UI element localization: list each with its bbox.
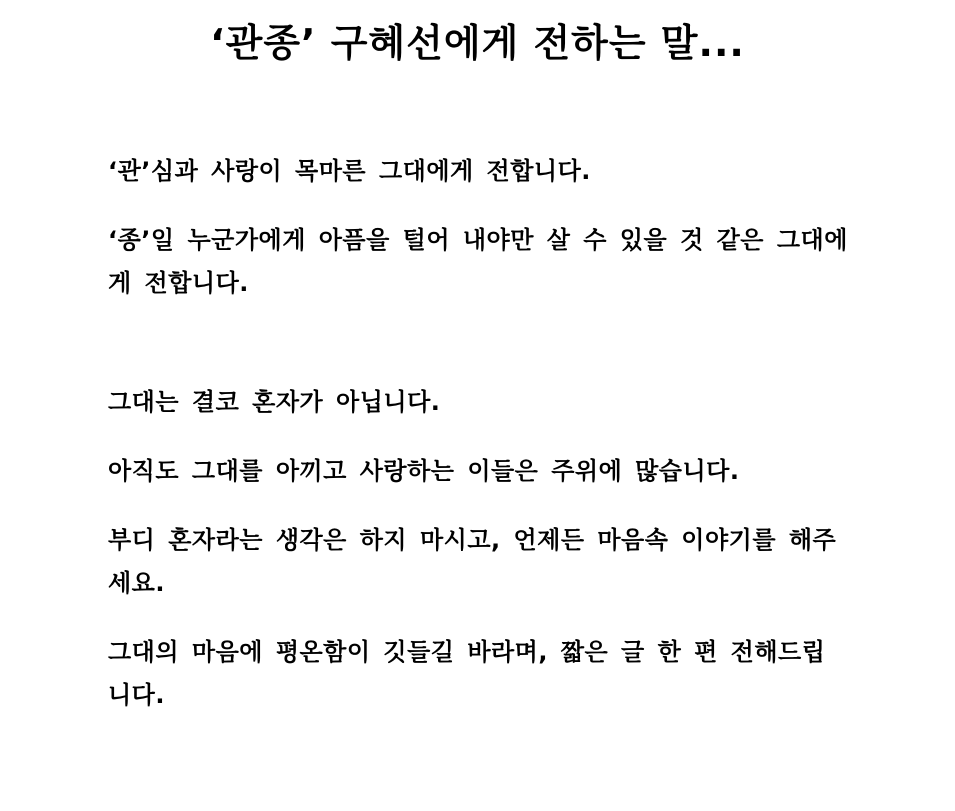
paragraph-not-alone: 그대는 결코 혼자가 아닙니다. [108, 388, 441, 416]
paragraph-spacer [108, 605, 848, 631]
paragraph-spacer [108, 424, 848, 450]
paragraph-gwan: ‘관’심과 사랑이 목마른 그대에게 전합니다. [108, 157, 591, 185]
paragraph-closing: 그대의 마음에 평온함이 깃들길 바라며, 짧은 글 한 편 전해드립니다. [108, 638, 826, 709]
paragraph-loved: 아직도 그대를 아끼고 사랑하는 이들은 주위에 많습니다. [108, 457, 740, 485]
document-title: ‘관종’ 구혜선에게 전하는 말... [210, 21, 745, 65]
paragraph-spacer [108, 193, 848, 219]
section-spacer [108, 305, 848, 381]
paragraph-advice: 부디 혼자라는 생각은 하지 마시고, 언제든 마음속 이야기를 해주세요. [108, 526, 837, 597]
document-body [108, 150, 848, 717]
paragraph-jong: ‘종’일 누군가에게 아픔을 털어 내야만 살 수 있을 것 같은 그대에게 전합니다. [108, 226, 848, 297]
paragraph-spacer [108, 493, 848, 519]
